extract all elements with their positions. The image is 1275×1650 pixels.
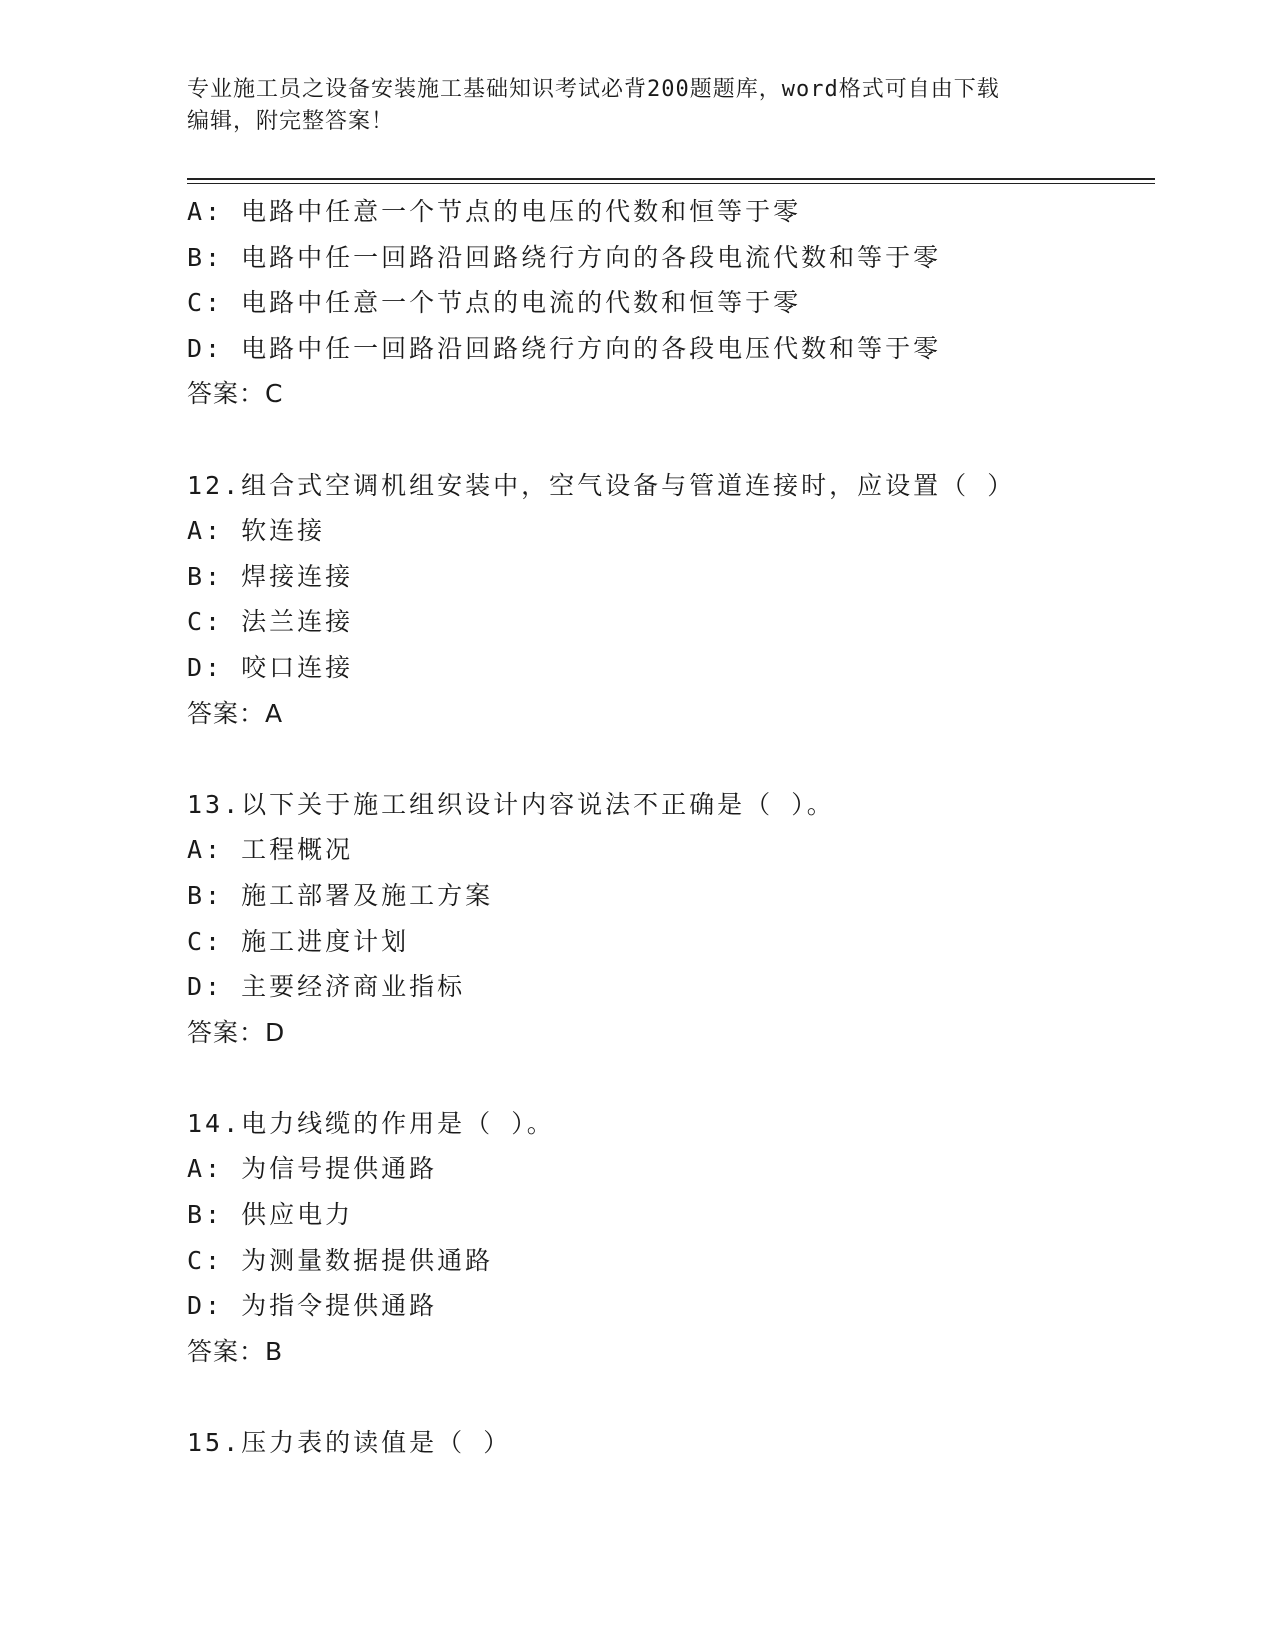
option-a: A: 软连接 [187, 516, 326, 546]
spacer [187, 1055, 1147, 1101]
answer: 答案：D [187, 1017, 286, 1047]
option-d: D: 为指令提供通路 [187, 1291, 438, 1321]
header-title-line-2: 编辑，附完整答案！ [187, 109, 395, 134]
option-b: B: 焊接连接 [187, 561, 354, 591]
spacer [187, 736, 1147, 782]
question-13 [187, 782, 1147, 1056]
spacer [187, 417, 1147, 463]
option-a: A: 为信号提供通路 [187, 1154, 438, 1184]
question-stem: 12.组合式空调机组安装中，空气设备与管道连接时，应设置（ ） [187, 470, 1016, 500]
option-b: B: 施工部署及施工方案 [187, 880, 494, 910]
option-c: C: 电路中任意一个节点的电流的代数和恒等于零 [187, 288, 802, 318]
option-a: A: 电路中任意一个节点的电压的代数和恒等于零 [187, 197, 802, 226]
option-c: C: 为测量数据提供通路 [187, 1245, 494, 1275]
question-11-continued [187, 189, 1147, 417]
header-title-line-1: 专业施工员之设备安装施工基础知识考试必背200题题库，word格式可自由下载 [187, 77, 1000, 102]
option-d: D: 咬口连接 [187, 652, 354, 682]
question-14 [187, 1101, 1147, 1375]
question-stem: 15.压力表的读值是（ ） [187, 1428, 512, 1458]
option-c: C: 施工进度计划 [187, 926, 410, 956]
option-c: C: 法兰连接 [187, 607, 354, 637]
question-stem: 13.以下关于施工组织设计内容说法不正确是（ ）。 [187, 789, 835, 819]
answer: 答案：B [187, 1336, 284, 1366]
option-a: A: 工程概况 [187, 835, 354, 865]
spacer [187, 1374, 1147, 1420]
option-b: B: 供应电力 [187, 1200, 354, 1230]
question-stem: 14.电力线缆的作用是（ ）。 [187, 1108, 555, 1138]
question-list [187, 189, 1147, 1466]
header-divider-thick [187, 178, 1155, 180]
option-b: B: 电路中任一回路沿回路绕行方向的各段电流代数和等于零 [187, 242, 942, 272]
answer: 答案：C [187, 379, 284, 409]
option-d: D: 电路中任一回路沿回路绕行方向的各段电压代数和等于零 [187, 333, 942, 363]
document-header [187, 74, 1087, 138]
answer: 答案：A [187, 698, 284, 728]
option-d: D: 主要经济商业指标 [187, 972, 466, 1002]
header-divider-thin [187, 183, 1155, 184]
question-15 [187, 1420, 1147, 1466]
question-12 [187, 463, 1147, 737]
